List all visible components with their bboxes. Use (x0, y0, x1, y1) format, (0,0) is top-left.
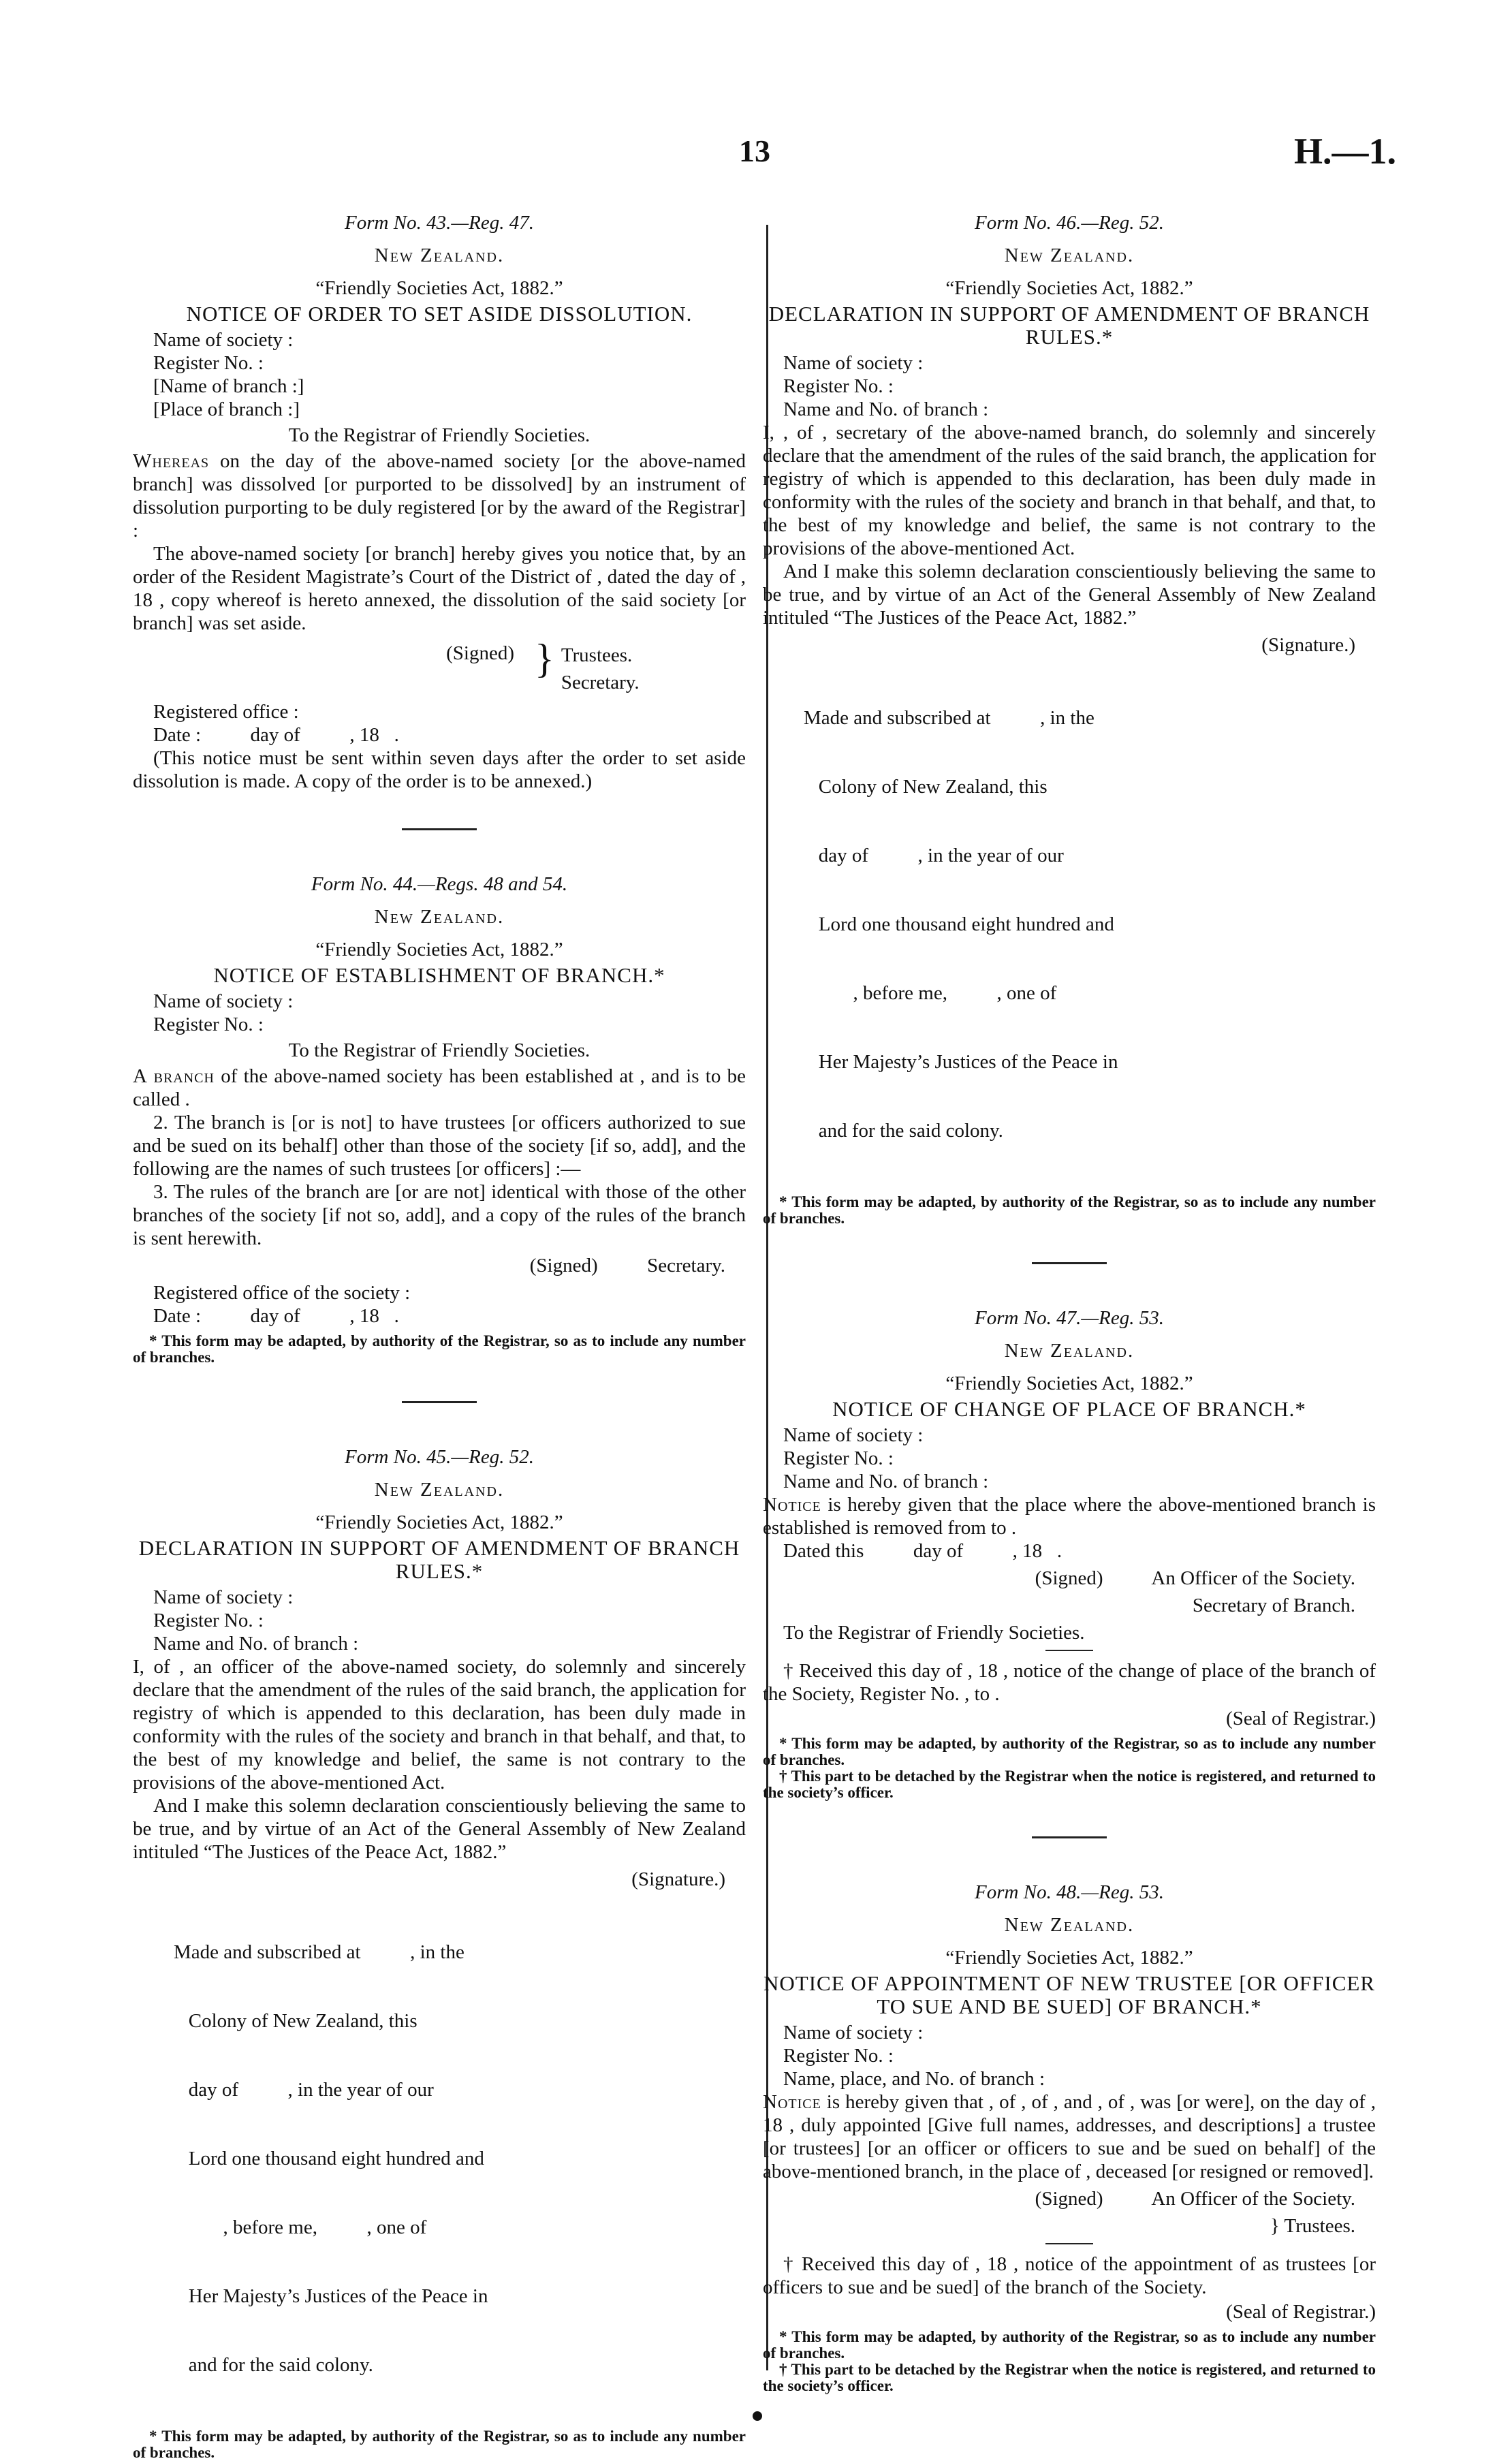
form-body (133, 1655, 746, 1864)
field-name-of-society: Name of society : (153, 990, 294, 1012)
signed-label: (Signed) (446, 642, 514, 664)
seal-label: (Seal of Registrar.) (1226, 1708, 1376, 1729)
form-47 (763, 1306, 1376, 1801)
form-48 (763, 1881, 1376, 2394)
paragraph-1 (133, 1065, 746, 1111)
subscription-line: Lord one thousand eight hundred and (174, 2148, 484, 2169)
form-country: New Zealand. (1004, 1914, 1135, 1936)
paragraph-text: is hereby given that , of , of , and , of , was [or were], on the day of , 18 , duly appointed [Give full names, addresses, and descriptions] a trustee [or trustees] [or an officer or officers to sue and be sued on behalf] of the above-mentioned branch, in the place of , deceased [or resigned or removed]. (763, 2091, 1376, 2182)
date-line: Date : day of , 18 . (153, 724, 399, 746)
paragraph-1: I, , of , secretary of the above-named branch, do solemnly and sincerely declare that the amendment of the rules of the said branch, the application for registry of which is appended to this declaration, has been duly made in conformity with the rules of the society and branch in that behalf, and that, to the best of my knowledge and belief, the same is not contrary to the provisions of the above-mentioned Act. (763, 422, 1376, 559)
date-line: Date : day of , 18 . (153, 1305, 399, 1327)
paragraph-text: on the day of the above-named society [or the above-named branch] was dissolved [or purported to be dissolved] by an instrument of dissolution purporting to be duly registered [or by the award of the Registrar] : (133, 450, 746, 542)
lead-word: Whereas (133, 450, 210, 472)
field-name-of-society: Name of society : (153, 1586, 294, 1608)
form-title: NOTICE OF ORDER TO SET ASIDE DISSOLUTION. (186, 302, 693, 326)
footnote: * This form may be adapted, by authority of the Registrar, so as to include any number of branches. (763, 1193, 1376, 1227)
paragraph-1 (133, 450, 746, 542)
left-column (133, 211, 746, 2461)
field-branch: Name and No. of branch : (153, 1633, 359, 1655)
form-body (763, 2090, 1376, 2183)
form-heading: Form No. 44.—Regs. 48 and 54. (311, 873, 568, 895)
section-separator (402, 828, 477, 830)
page-code: H.—1. (1294, 131, 1397, 172)
subscription-block (174, 1895, 623, 2423)
form-act: “Friendly Societies Act, 1882.” (315, 939, 563, 960)
signed-line: (Signed) An Officer of the Society. (1035, 2188, 1355, 2210)
form-country: New Zealand. (1004, 245, 1135, 266)
detach-rule (1045, 1650, 1093, 1651)
addressee: To the Registrar of Friendly Societies. (288, 1039, 590, 1061)
footnote-2: † This part to be detached by the Registrar when the notice is registered, and returned to the society’s officer. (763, 2361, 1376, 2394)
form-country: New Zealand. (374, 906, 505, 928)
form-title: NOTICE OF CHANGE OF PLACE OF BRANCH.* (832, 1397, 1306, 1421)
form-body (763, 421, 1376, 629)
field-register-no: Register No. : (783, 1447, 894, 1469)
dated-line: Dated this day of , 18 . (783, 1540, 1062, 1562)
field-name-of-branch: [Name of branch :] (153, 375, 304, 397)
paragraph-2: 2. The branch is [or is not] to have trustees [or officers authorized to sue and be sued on its behalf] other than those of the society [if so, add], and the following are the names of such trustees [or officers] :— (133, 1112, 746, 1180)
form-46 (763, 211, 1376, 1227)
right-column (763, 211, 1376, 2394)
form-body (763, 1493, 1376, 1539)
subscription-line: , before me, , one of (174, 2216, 427, 2238)
paragraph-2: And I make this solemn declaration conscientiously believing the same to be true, and by virtue of an Act of the General Assembly of New Zealand intituled “The Justices of the Peace Act, 1882.” (133, 1795, 746, 1863)
field-name-of-society: Name of society : (783, 2022, 924, 2043)
section-separator (1032, 1836, 1107, 1838)
paragraph-1: I, of , an officer of the above-named society, do solemnly and sincerely declare that the amendment of the rules of the said branch, the application for registry of which is appended to this declaration, has been duly made in conformity with the rules of the society and branch in that behalf, and that, to the best of my knowledge and belief, the same is not contrary to the provisions of the above-mentioned Act. (133, 1656, 746, 1793)
form-title: NOTICE OF ESTABLISHMENT OF BRANCH.* (213, 963, 665, 987)
lead-word: Notice (763, 1494, 821, 1516)
footnote-1: * This form may be adapted, by authority of the Registrar, so as to include any number of branches. (763, 2328, 1376, 2362)
addressee: To the Registrar of Friendly Societies. (783, 1622, 1085, 1644)
paragraph-2: And I make this solemn declaration conscientiously believing the same to be true, and by virtue of an Act of the General Assembly of New Zealand intituled “The Justices of the Peace Act, 1882.” (763, 561, 1376, 629)
field-branch: Name and No. of branch : (783, 398, 989, 420)
field-register-no: Register No. : (783, 2045, 894, 2067)
subscription-line: , before me, , one of (804, 982, 1057, 1004)
registered-office: Registered office : (153, 701, 299, 723)
subscription-line: Lord one thousand eight hundred and (804, 913, 1114, 935)
page-number: 13 (739, 134, 770, 168)
detach-rule (1045, 2243, 1093, 2244)
signature-label: (Signature.) (1261, 634, 1355, 656)
subscription-line: Colony of New Zealand, this (174, 2010, 418, 2032)
field-name-of-society: Name of society : (153, 329, 294, 351)
footnote: * This form may be adapted, by authority of the Registrar, so as to include any number of branches. (133, 2428, 746, 2461)
form-country: New Zealand. (1004, 1340, 1135, 1362)
paragraph-1 (763, 2090, 1376, 2183)
paragraph-text: is hereby given that the place where the above-mentioned branch is established is removed from to . (763, 1494, 1376, 1539)
form-body (133, 450, 746, 635)
form-heading: Form No. 48.—Reg. 53. (975, 1881, 1164, 1903)
footnote-2: † This part to be detached by the Registrar when the notice is registered, and returned to the society’s officer. (763, 1768, 1376, 1801)
receipt-text: † Received this day of , 18 , notice of the appointment of as trustees [or officers to sue and be sued] of the branch of the Society. (763, 2253, 1376, 2298)
page-dot (753, 2411, 762, 2421)
form-act: “Friendly Societies Act, 1882.” (945, 1373, 1193, 1394)
field-register-no: Register No. : (153, 1610, 264, 1631)
trustees-label: Trustees. (561, 644, 633, 666)
form-45 (133, 1445, 746, 2461)
signatories (561, 642, 640, 696)
field-place-of-branch: [Place of branch :] (153, 398, 300, 420)
field-name-of-society: Name of society : (783, 352, 924, 374)
footnote: * This form may be adapted, by authority of the Registrar, so as to include any number of branches. (133, 1332, 746, 1366)
form-act: “Friendly Societies Act, 1882.” (315, 277, 563, 299)
form-43 (133, 211, 746, 793)
form-note (133, 747, 746, 793)
section-separator (1032, 1262, 1107, 1264)
receipt-text: † Received this day of , 18 , notice of the change of place of the branch of the Society, Register No. , to . (763, 1660, 1376, 1705)
subscription-line: Her Majesty’s Justices of the Peace in (174, 2285, 488, 2307)
subscription-line: day of , in the year of our (804, 845, 1064, 866)
lead-word: A branch (133, 1065, 215, 1087)
receipt-block (763, 2253, 1376, 2299)
subscription-line: and for the said colony. (804, 1120, 1003, 1142)
subscription-line: Her Majesty’s Justices of the Peace in (804, 1051, 1118, 1073)
field-register-no: Register No. : (783, 375, 894, 397)
registered-office: Registered office of the society : (153, 1282, 411, 1304)
trustees-label: Trustees. (1284, 2215, 1355, 2237)
paragraph-1 (763, 1493, 1376, 1539)
secretary-line: Secretary of Branch. (1192, 1595, 1355, 1616)
signature-block (133, 636, 746, 696)
subscription-line: Made and subscribed at , in the (174, 1941, 464, 1963)
subscription-line: and for the said colony. (174, 2354, 373, 2376)
paragraph-2: The above-named society [or branch] hereby gives you notice that, by an order of the Resident Magistrate’s Court of the District of , dated the day of , 18 , copy whereof is hereto annexed, the dissolution of the said society [or branch] was set aside. (133, 543, 746, 634)
lead-word: Notice (763, 2091, 821, 2113)
form-heading: Form No. 45.—Reg. 52. (345, 1446, 534, 1468)
subscription-block (804, 661, 1253, 1189)
form-act: “Friendly Societies Act, 1882.” (945, 1947, 1193, 1969)
form-act: “Friendly Societies Act, 1882.” (315, 1511, 563, 1533)
subscription-line: Colony of New Zealand, this (804, 776, 1048, 798)
form-country: New Zealand. (374, 245, 505, 266)
field-branch: Name and No. of branch : (783, 1471, 989, 1492)
addressee: To the Registrar of Friendly Societies. (288, 424, 590, 446)
signed-line: (Signed) An Officer of the Society. (1035, 1567, 1355, 1589)
section-separator (402, 1401, 477, 1403)
form-heading: Form No. 43.—Reg. 47. (345, 212, 534, 234)
paragraph-3: 3. The rules of the branch are [or are not] identical with those of the other branches of the society [if not so, add], and a copy of the rules of the branch is sent herewith. (133, 1181, 746, 1249)
form-heading: Form No. 47.—Reg. 53. (975, 1307, 1164, 1329)
field-register-no: Register No. : (153, 352, 264, 374)
form-country: New Zealand. (374, 1479, 505, 1501)
receipt-block (763, 1659, 1376, 1706)
subscription-line: Made and subscribed at , in the (804, 707, 1094, 729)
subscription-line: day of , in the year of our (174, 2079, 434, 2101)
form-heading: Form No. 46.—Reg. 52. (975, 212, 1164, 234)
note-text: (This notice must be sent within seven days after the order to set aside dissolution is made. A copy of the order is to be annexed.) (133, 747, 746, 792)
brace-mark: } (535, 636, 554, 681)
form-44 (133, 873, 746, 1366)
signed-line: (Signed) Secretary. (529, 1255, 725, 1276)
field-name-of-society: Name of society : (783, 1424, 924, 1446)
form-body (133, 1065, 746, 1250)
field-register-no: Register No. : (153, 1014, 264, 1035)
field-branch: Name, place, and No. of branch : (783, 2068, 1045, 2090)
form-act: “Friendly Societies Act, 1882.” (945, 277, 1193, 299)
form-title: NOTICE OF APPOINTMENT OF NEW TRUSTEE [OR OFFICER TO SUE AND BE SUED] OF BRANCH.* (763, 1971, 1375, 2018)
secretary-label: Secretary. (561, 672, 640, 693)
trustees-line: } Trustees. (1270, 2215, 1355, 2237)
form-title: DECLARATION IN SUPPORT OF AMENDMENT OF BRANCH RULES.* (138, 1536, 740, 1583)
footnote-1: * This form may be adapted, by authority of the Registrar, so as to include any number of branches. (763, 1735, 1376, 1768)
signature-label: (Signature.) (631, 1868, 725, 1890)
paragraph-text: of the above-named society has been established at , and is to be called . (133, 1065, 746, 1110)
seal-label: (Seal of Registrar.) (1226, 2301, 1376, 2323)
form-title: DECLARATION IN SUPPORT OF AMENDMENT OF BRANCH RULES.* (768, 302, 1370, 349)
